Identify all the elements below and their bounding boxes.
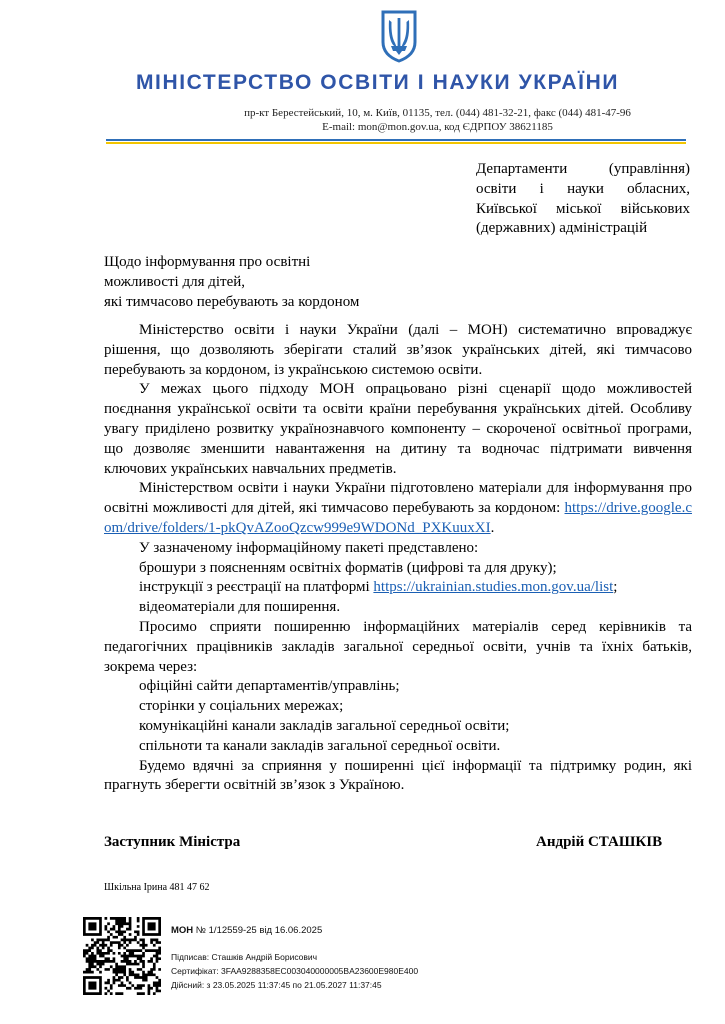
- body-paragraph: Будемо вдячні за сприяння у поширенні цієї інформації та підтримку родин, які прагнуть зберегти освітній зв’язок з Україною.: [104, 757, 692, 794]
- header-rule-yellow: [106, 142, 686, 144]
- recipient-line: Департаменти (управління): [476, 161, 690, 177]
- ministry-name: МІНІСТЕРСТВО ОСВІТИ І НАУКИ УКРАЇНИ: [135, 71, 620, 94]
- ministry-address: пр-кт Берестейський, 10, м. Київ, 01135, тел. (044) 481-32-21, факс (044) 481-47-96: [244, 107, 631, 119]
- list-item: [104, 578, 692, 598]
- list-item: спільноти та канали закладів загальної середньої освіти.: [139, 737, 501, 754]
- recipient-block: [476, 160, 690, 239]
- body-paragraph: Просимо сприяти поширенню інформаційних матеріалів серед керівників та педагогічних працівників закладів загальної середньої освіти, учнів та їхніх батьків, зокрема через:: [104, 618, 692, 675]
- list-item: комунікаційні канали закладів загальної середньої освіти;: [139, 717, 510, 734]
- recipient-line: Київської міської військових: [476, 200, 690, 217]
- materials-drive-link[interactable]: https://drive.google.com/drive/folders/1-pkQvAZooQzcw999e9WDONd_PXKuuxXI: [104, 500, 692, 536]
- materials-text: Міністерством освіти і науки України підготовлено матеріали для інформування про освітні можливості для дітей, які тимчасово перебувають за кордоном:: [104, 480, 692, 517]
- validity-info: Дійсний: з 23.05.2025 11:37:45 по 21.05.2027 11:37:45: [171, 980, 382, 990]
- platform-link[interactable]: https://ukrainian.studies.mon.gov.ua/list: [373, 579, 614, 596]
- body-paragraph: Міністерство освіти і науки України (далі – МОН) систематично впроваджує рішення, що дозволяють зберігати сталий зв’язок українських дітей, які тимчасово перебувають за кордоном, із українською системою освіти.: [104, 322, 692, 378]
- letter-body: [104, 321, 692, 796]
- list-item: офіційні сайти департаментів/управлінь;: [139, 678, 400, 695]
- header-rule-blue: [106, 139, 686, 141]
- subject-line: можливості для дітей,: [104, 273, 246, 290]
- subject-block: [104, 253, 424, 312]
- body-paragraph: У зазначеному інформаційному пакеті представлено:: [139, 539, 479, 556]
- body-paragraph-materials: Міністерством освіти і науки України підготовлено матеріали для інформування про освітні можливості для дітей, які тимчасово перебувають за кордоном: https://drive.google.com/drive/folders/1-pkQvAZooQzcw999e9WDONd_PXKuuxXI.: [104, 480, 692, 536]
- list-item: відеоматеріали для поширення.: [139, 599, 341, 616]
- trident-coat-of-arms-icon: [379, 8, 419, 64]
- executor-info: Шкільна Ірина 481 47 62: [104, 882, 210, 893]
- signature-title: Заступник Міністра: [104, 834, 241, 850]
- signature-name: Андрій СТАШКІВ: [536, 834, 663, 850]
- subject-line: Щодо інформування про освітні: [104, 254, 311, 270]
- registration-label: МОН: [171, 925, 194, 936]
- list-item-text: інструкції з реєстрації на платформі: [139, 579, 370, 596]
- signer-info: Підписав: Сташків Андрій Борисович: [171, 952, 318, 962]
- qr-code-icon: [83, 917, 161, 995]
- recipient-line: (державних) адміністрацій: [476, 220, 648, 237]
- registration-number: [171, 925, 322, 936]
- recipient-line: освіти і науки обласних,: [476, 180, 690, 197]
- list-item-punct: ;: [613, 579, 618, 596]
- subject-line: які тимчасово перебувають за кордоном: [104, 293, 360, 310]
- ministry-contacts: E-mail: mon@mon.gov.ua, код ЄДРПОУ 38621185: [322, 121, 553, 133]
- list-item: брошури з поясненням освітніх форматів (цифрові та для друку);: [139, 559, 557, 576]
- list-item: сторінки у соціальних мережах;: [139, 698, 344, 715]
- registration-text: № 1/12559-25 від 16.06.2025: [193, 925, 323, 936]
- certificate-info: Сертифікат: 3FAA9288358EC003040000005BA23600E980E400: [171, 966, 419, 976]
- body-paragraph: У межах цього підходу МОН опрацьовано різні сценарії щодо можливостей поєднання української освіти та освіти країни перебування українських дітей. Особливу увагу приділено розвитку українознавчого компоненту – скороченої освітньої програми, що дозволяє зменшити навантаження на дитину та водночас підтримати вивчення ключових українських навчальних предметів.: [104, 381, 692, 477]
